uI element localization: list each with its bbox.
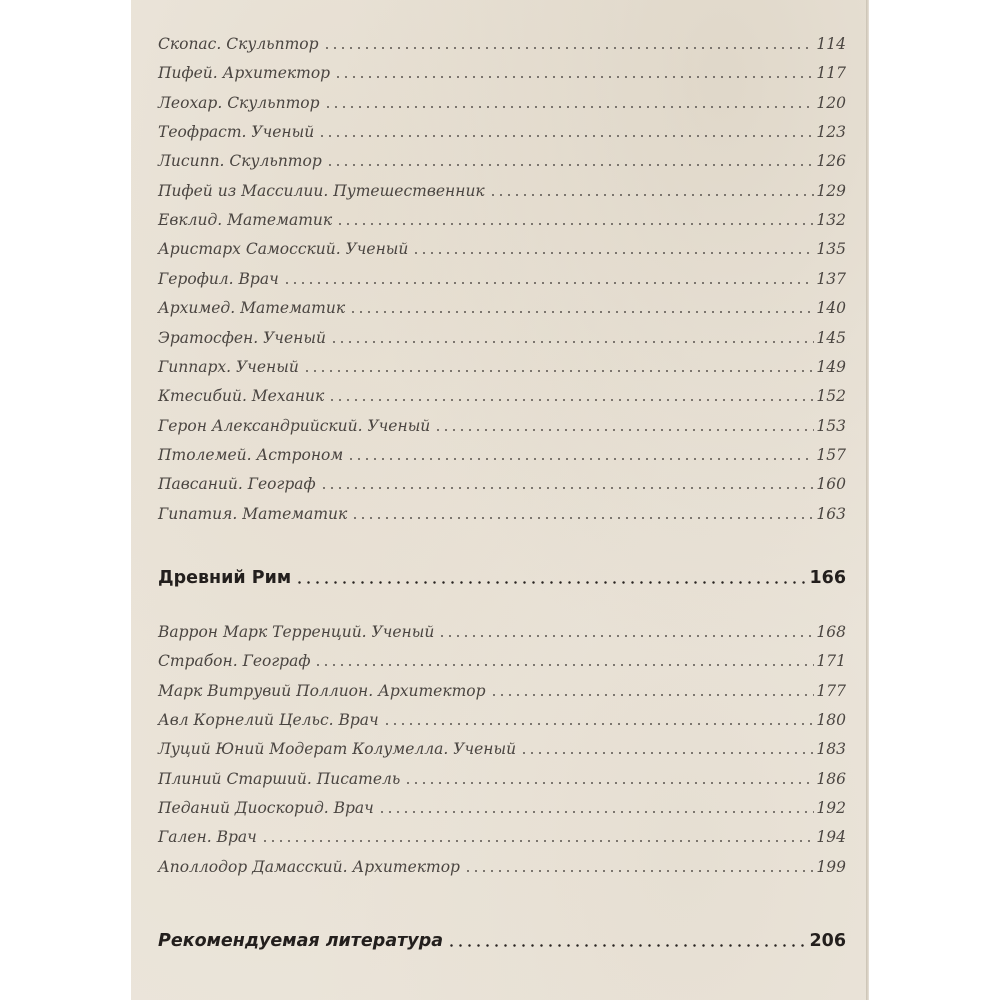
toc-entry xyxy=(158,204,846,232)
toc-entry xyxy=(158,28,846,56)
toc-section-heading-page-number: 166 xyxy=(809,567,846,588)
toc-entry-title: Лисипп. Скульптор xyxy=(158,151,322,170)
toc-entry-page-number: 153 xyxy=(816,416,846,435)
dot-leader xyxy=(303,370,815,372)
toc-entry xyxy=(158,468,846,496)
dot-leader xyxy=(404,782,814,784)
toc-entry-page-number: 186 xyxy=(816,769,846,788)
toc-entry xyxy=(158,292,846,320)
toc-section-heading-title: Древний Рим xyxy=(158,567,292,588)
toc-entry-title: Герофил. Врач xyxy=(158,269,279,288)
dot-leader xyxy=(328,399,814,401)
toc-entry-title: Пифей. Архитектор xyxy=(158,63,331,82)
toc-entry-page-number: 160 xyxy=(816,474,846,493)
toc-entry-title: Страбон. Географ xyxy=(158,651,311,670)
toc-entry-page-number: 199 xyxy=(816,857,846,876)
toc-entry-page-number: 149 xyxy=(816,357,846,376)
dot-leader xyxy=(320,487,815,489)
toc-entry-page-number: 163 xyxy=(816,504,846,523)
page-edge xyxy=(866,0,869,1000)
dot-leader xyxy=(412,252,814,254)
toc-entry-title: Павсаний. Географ xyxy=(158,474,316,493)
dot-leader xyxy=(438,635,814,637)
dot-leader xyxy=(447,944,807,947)
toc-entry xyxy=(158,704,846,732)
toc-entry-title: Евклид. Математик xyxy=(158,210,333,229)
toc-entry xyxy=(158,175,846,203)
toc-entry xyxy=(158,322,846,350)
toc-entry-page-number: 194 xyxy=(816,827,846,846)
toc-entry-title: Архимед. Математик xyxy=(158,298,346,317)
dot-leader xyxy=(318,135,814,137)
toc-entry xyxy=(158,792,846,820)
toc-entry xyxy=(158,439,846,467)
toc-entry-title: Пифей из Массилии. Путешественник xyxy=(158,181,485,200)
dot-leader xyxy=(347,458,814,460)
toc-entry-page-number: 135 xyxy=(816,239,846,258)
toc-entry-page-number: 129 xyxy=(816,181,846,200)
dot-leader xyxy=(336,223,814,225)
toc-entry xyxy=(158,616,846,644)
toc-entry-title: Марк Витрувий Поллион. Архитектор xyxy=(158,681,486,700)
dot-leader xyxy=(283,282,815,284)
toc-entry-page-number: 180 xyxy=(816,710,846,729)
toc-entry-title: Эратосфен. Ученый xyxy=(158,328,326,347)
toc-entry xyxy=(158,116,846,144)
toc-entry-page-number: 117 xyxy=(816,63,846,82)
toc-section-heading xyxy=(158,926,846,954)
toc-entry-page-number: 192 xyxy=(816,798,846,817)
dot-leader xyxy=(434,429,814,431)
toc-section-heading-page-number: 206 xyxy=(809,930,846,951)
toc-entry-page-number: 120 xyxy=(816,93,846,112)
toc-entry xyxy=(158,851,846,879)
toc-entry-page-number: 137 xyxy=(816,269,846,288)
toc-entry xyxy=(158,263,846,291)
toc-entry-title: Леохар. Скульптор xyxy=(158,93,320,112)
toc-entry xyxy=(158,57,846,85)
dot-leader xyxy=(326,164,815,166)
toc-entry-title: Варрон Марк Терренций. Ученый xyxy=(158,622,435,641)
toc-entry xyxy=(158,87,846,115)
toc-entry xyxy=(158,380,846,408)
toc-entry-title: Луций Юний Модерат Колумелла. Ученый xyxy=(158,739,517,758)
toc-entry xyxy=(158,498,846,526)
toc-entry xyxy=(158,233,846,261)
toc-entry-title: Птолемей. Астроном xyxy=(158,445,344,464)
toc-entry xyxy=(158,821,846,849)
toc-entry xyxy=(158,645,846,673)
toc-entry-page-number: 168 xyxy=(816,622,846,641)
toc-entry xyxy=(158,351,846,379)
toc-entry-title: Аполлодор Дамасский. Архитектор xyxy=(158,857,460,876)
toc-entry-page-number: 132 xyxy=(816,210,846,229)
dot-leader xyxy=(349,311,814,313)
dot-leader xyxy=(351,517,814,519)
toc-entry-title: Гален. Врач xyxy=(158,827,257,846)
toc-entry-title: Теофраст. Ученый xyxy=(158,122,315,141)
dot-leader xyxy=(489,194,815,196)
toc-entry-page-number: 126 xyxy=(816,151,846,170)
toc-entry-page-number: 152 xyxy=(816,386,846,405)
toc-entry-page-number: 183 xyxy=(816,739,846,758)
toc-entry-title: Ктесибий. Механик xyxy=(158,386,325,405)
toc-section-heading-title: Рекомендуемая литература xyxy=(158,930,444,951)
dot-leader xyxy=(383,723,815,725)
dot-leader xyxy=(520,752,814,754)
toc-entry xyxy=(158,410,846,438)
toc-entry xyxy=(158,763,846,791)
dot-leader xyxy=(490,694,815,696)
toc-entry-title: Авл Корнелий Цельс. Врач xyxy=(158,710,379,729)
dot-leader xyxy=(314,664,814,666)
toc-entry-page-number: 140 xyxy=(816,298,846,317)
toc-section-heading xyxy=(158,563,846,591)
toc-entry xyxy=(158,733,846,761)
toc-entry-title: Педаний Диоскорид. Врач xyxy=(158,798,374,817)
toc-entry-page-number: 114 xyxy=(816,34,846,53)
toc-entry-title: Герон Александрийский. Ученый xyxy=(158,416,431,435)
dot-leader xyxy=(261,840,815,842)
dot-leader xyxy=(324,106,815,108)
dot-leader xyxy=(323,47,815,49)
toc-entry-title: Гипатия. Математик xyxy=(158,504,348,523)
toc-entry-page-number: 145 xyxy=(816,328,846,347)
dot-leader xyxy=(334,76,814,78)
dot-leader xyxy=(295,581,807,584)
dot-leader xyxy=(330,341,814,343)
toc-entry xyxy=(158,145,846,173)
toc-entry-page-number: 177 xyxy=(816,681,846,700)
toc-entry-page-number: 123 xyxy=(816,122,846,141)
toc-entry-title: Плиний Старший. Писатель xyxy=(158,769,401,788)
toc-entry-page-number: 171 xyxy=(816,651,846,670)
dot-leader xyxy=(378,811,815,813)
toc-entry xyxy=(158,675,846,703)
toc-entry-title: Аристарх Самосский. Ученый xyxy=(158,239,409,258)
toc-entry-title: Скопас. Скульптор xyxy=(158,34,319,53)
toc-entry-title: Гиппарх. Ученый xyxy=(158,357,299,376)
dot-leader xyxy=(464,870,814,872)
toc-entry-page-number: 157 xyxy=(816,445,846,464)
